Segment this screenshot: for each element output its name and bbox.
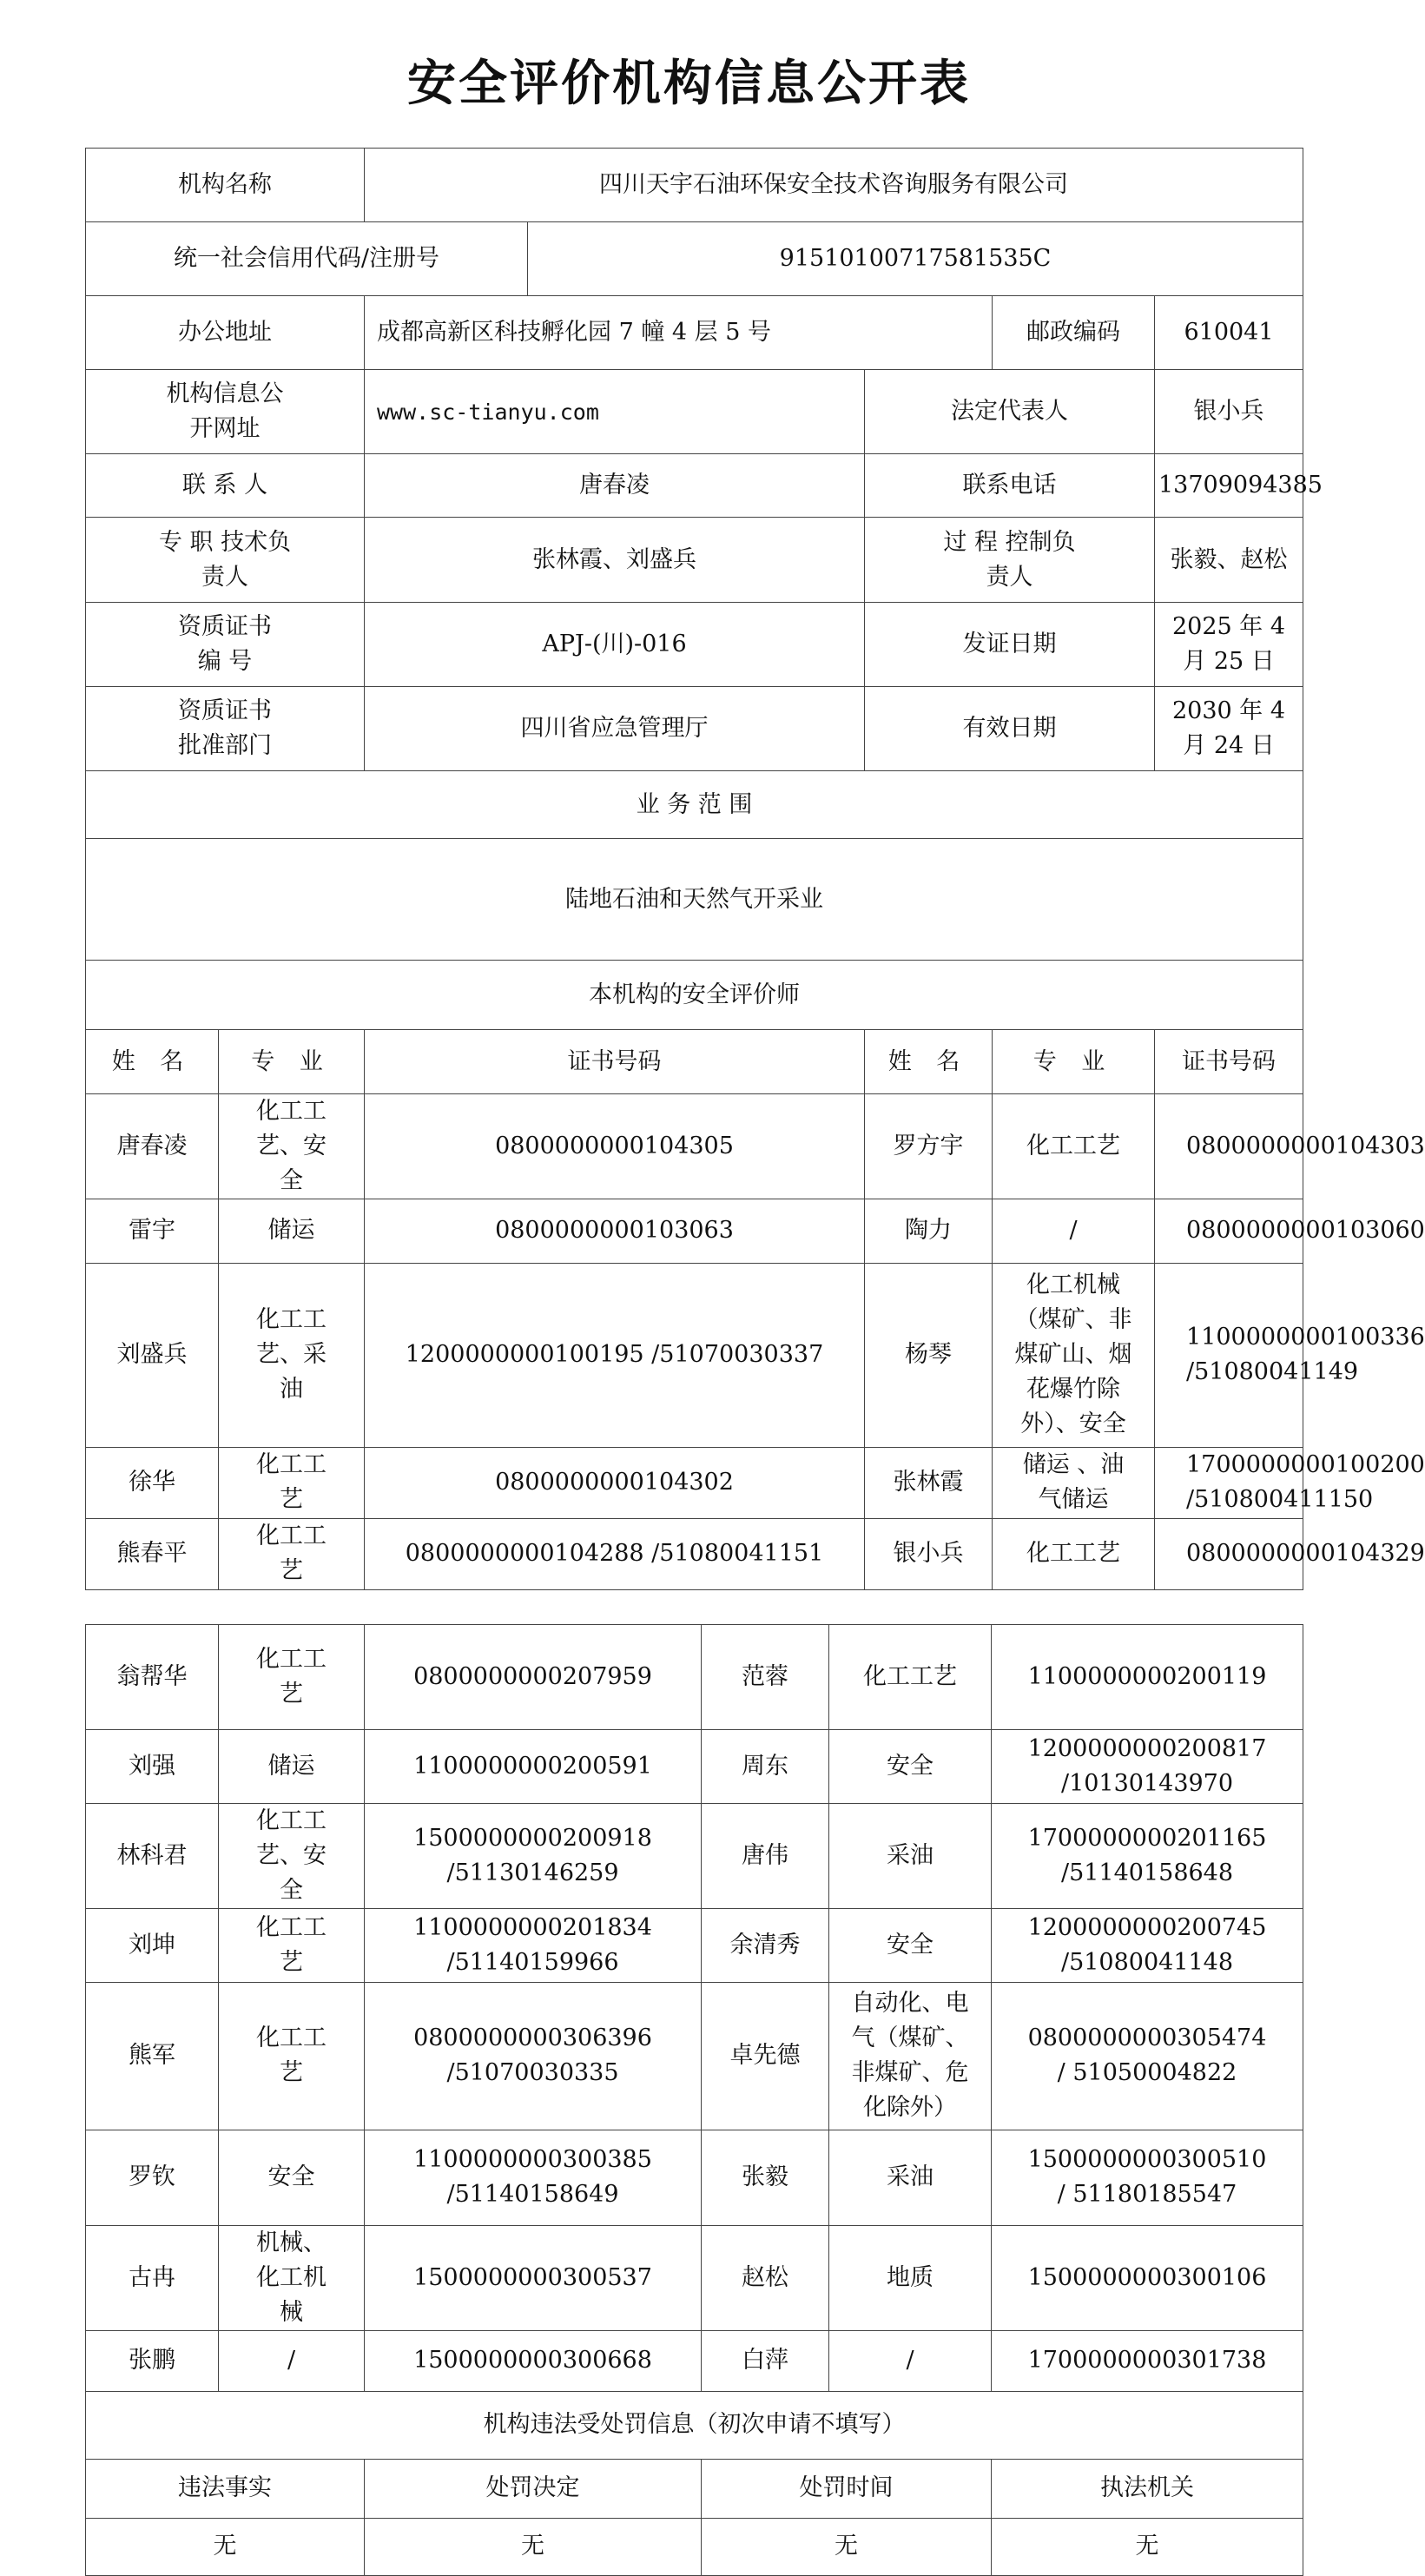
assessor-cert: 0800000000103063 [365, 1199, 865, 1263]
assessor-major: 采油 [829, 2130, 992, 2225]
assessor-name: 银小兵 [865, 1518, 993, 1589]
assessor-cert: 1100000000100336 /51080041149 [1155, 1263, 1303, 1447]
assessor-cert: 1500000000300668 [365, 2330, 702, 2391]
assessor-major: 安全 [829, 1908, 992, 1982]
assessor-name: 刘坤 [86, 1908, 219, 1982]
col-header-name: 姓 名 [86, 1030, 219, 1094]
assessor-major: 化工工艺 [993, 1518, 1155, 1589]
penalty-decision-value: 无 [365, 2518, 702, 2575]
assessor-major: 储运 [219, 1199, 365, 1263]
penalty-facts-value: 无 [86, 2518, 365, 2575]
assessor-name: 卓先德 [702, 1982, 829, 2130]
assessor-cert: 1500000000300537 [365, 2225, 702, 2330]
assessor-name: 余清秀 [702, 1908, 829, 1982]
assessor-cert: 1200000000200745 /51080041148 [992, 1908, 1303, 1982]
assessor-row [86, 1908, 1303, 1982]
address-label: 办公地址 [86, 296, 365, 370]
scope-header: 业 务 范 围 [86, 771, 1303, 839]
phone-label: 联系电话 [865, 454, 1155, 518]
penalty-col-time: 处罚时间 [702, 2459, 992, 2518]
assessor-major: 化工工艺 [219, 1518, 365, 1589]
assessor-name: 古冉 [86, 2225, 219, 2330]
assessor-cert: 0800000000103060 [1155, 1199, 1303, 1263]
assessor-major: 采油 [829, 1804, 992, 1909]
assessor-row [86, 1625, 1303, 1730]
issue-date-label: 发证日期 [865, 603, 1155, 687]
website-value[interactable]: www.sc-tianyu.com [365, 370, 865, 454]
assessor-cert: 1100000000300385 /51140158649 [365, 2130, 702, 2225]
assessor-name: 周东 [702, 1730, 829, 1804]
process-lead-label: 过 程 控制负责人 [865, 518, 1155, 603]
assessor-cert: 1500000000200918 /51130146259 [365, 1804, 702, 1909]
assessor-name: 杨琴 [865, 1263, 993, 1447]
assessor-name: 张林霞 [865, 1447, 993, 1518]
assessor-cert: 1700000000301738 [992, 2330, 1303, 2391]
assessor-cert: 0800000000305474 / 51050004822 [992, 1982, 1303, 2130]
penalty-header: 机构违法受处罚信息（初次申请不填写） [86, 2391, 1303, 2459]
assessor-cert: 0800000000104302 [365, 1447, 865, 1518]
assessor-row [86, 2130, 1303, 2225]
info-table [85, 148, 1425, 1590]
org-name-label: 机构名称 [86, 149, 365, 222]
penalty-col-decision: 处罚决定 [365, 2459, 702, 2518]
assessor-name: 唐春凌 [86, 1094, 219, 1199]
assessor-major: 化工工艺 [219, 1908, 365, 1982]
assessor-row [86, 1199, 1303, 1263]
assessor-table-continued [85, 1624, 1303, 2576]
assessor-major: 机械、化工机械 [219, 2225, 365, 2330]
assessor-cert: 1100000000201834 /51140159966 [365, 1908, 702, 1982]
assessor-name: 张鹏 [86, 2330, 219, 2391]
assessor-major: 化工工艺 [219, 1982, 365, 2130]
assessor-cert: 1700000000201165 /51140158648 [992, 1804, 1303, 1909]
assessor-row [86, 1518, 1303, 1589]
org-name-value: 四川天宇石油环保安全技术咨询服务有限公司 [365, 149, 1303, 222]
assessor-major: / [829, 2330, 992, 2391]
assessor-cert: 1200000000200817 /10130143970 [992, 1730, 1303, 1804]
approver-label: 资质证书批准部门 [86, 687, 365, 771]
assessor-name: 罗钦 [86, 2130, 219, 2225]
assessor-cert: 1700000000100200 /510800411150 [1155, 1447, 1303, 1518]
assessor-row [86, 1094, 1303, 1199]
assessor-name: 徐华 [86, 1447, 219, 1518]
assessor-cert: 0800000000104303 [1155, 1094, 1303, 1199]
assessor-major: 化工工艺、安全 [219, 1804, 365, 1909]
assessor-major: 化工工艺、安全 [219, 1094, 365, 1199]
assessor-name: 陶力 [865, 1199, 993, 1263]
legal-rep-value: 银小兵 [1155, 370, 1303, 454]
assessor-name: 唐伟 [702, 1804, 829, 1909]
assessor-cert: 1500000000300510 / 51180185547 [992, 2130, 1303, 2225]
assessor-name: 张毅 [702, 2130, 829, 2225]
expiry-value: 2030 年 4 月 24 日 [1155, 687, 1303, 771]
postcode-value: 610041 [1155, 296, 1303, 370]
phone-value: 13709094385 [1155, 454, 1303, 518]
assessor-major: / [219, 2330, 365, 2391]
assessor-cert: 0800000000306396 /51070030335 [365, 1982, 702, 2130]
assessor-name: 林科君 [86, 1804, 219, 1909]
assessor-cert: 1100000000200119 [992, 1625, 1303, 1730]
assessor-major: 化工工艺 [219, 1625, 365, 1730]
assessor-major: 化工工艺 [993, 1094, 1155, 1199]
website-label: 机构信息公开网址 [86, 370, 365, 454]
assessor-name: 熊春平 [86, 1518, 219, 1589]
assessor-row [86, 1730, 1303, 1804]
issue-date-value: 2025 年 4 月 25 日 [1155, 603, 1303, 687]
cert-no-label: 资质证书 编 号 [86, 603, 365, 687]
assessor-cert: 0800000000104305 [365, 1094, 865, 1199]
assessor-major: 化工工艺 [219, 1447, 365, 1518]
contact-value: 唐春凌 [365, 454, 865, 518]
assessor-name: 赵松 [702, 2225, 829, 2330]
assessor-row [86, 1982, 1303, 2130]
assessor-major: 自动化、电气（煤矿、非煤矿、危化除外） [829, 1982, 992, 2130]
assessor-name: 罗方宇 [865, 1094, 993, 1199]
penalty-authority-value: 无 [992, 2518, 1303, 2575]
assessor-major: / [993, 1199, 1155, 1263]
assessor-cert: 0800000000207959 [365, 1625, 702, 1730]
tech-lead-label: 专 职 技术负责人 [86, 518, 365, 603]
tech-lead-value: 张林霞、刘盛兵 [365, 518, 865, 603]
col-header-name: 姓 名 [865, 1030, 993, 1094]
assessor-cert: 0800000000104329 [1155, 1518, 1303, 1589]
assessor-name: 熊军 [86, 1982, 219, 2130]
assessor-cert: 1200000000100195 /51070030337 [365, 1263, 865, 1447]
expiry-label: 有效日期 [865, 687, 1155, 771]
address-value: 成都高新区科技孵化园 7 幢 4 层 5 号 [365, 296, 993, 370]
assessor-name: 刘盛兵 [86, 1263, 219, 1447]
penalty-time-value: 无 [702, 2518, 992, 2575]
assessor-row [86, 2225, 1303, 2330]
penalty-col-authority: 执法机关 [992, 2459, 1303, 2518]
assessors-header: 本机构的安全评价师 [86, 961, 1303, 1030]
process-lead-value: 张毅、赵松 [1155, 518, 1303, 603]
cert-no-value: APJ-(川)-016 [365, 603, 865, 687]
assessor-major: 安全 [219, 2130, 365, 2225]
assessor-name: 白萍 [702, 2330, 829, 2391]
assessor-major: 化工工艺 [829, 1625, 992, 1730]
col-header-major: 专 业 [993, 1030, 1155, 1094]
assessor-major: 化工机械（煤矿、非煤矿山、烟花爆竹除外）、安全 [993, 1263, 1155, 1447]
assessor-major: 化工工艺、采油 [219, 1263, 365, 1447]
col-header-cert: 证书号码 [1155, 1030, 1303, 1094]
assessor-major: 安全 [829, 1730, 992, 1804]
assessor-name: 刘强 [86, 1730, 219, 1804]
page-title: 安全评价机构信息公开表 [407, 56, 971, 112]
assessor-major: 地质 [829, 2225, 992, 2330]
assessor-cert: 1100000000200591 [365, 1730, 702, 1804]
assessor-cert: 0800000000104288 /51080041151 [365, 1518, 865, 1589]
assessor-major: 储运 [219, 1730, 365, 1804]
credit-code-label: 统一社会信用代码/注册号 [86, 222, 528, 296]
assessor-row [86, 1804, 1303, 1909]
contact-label: 联 系 人 [86, 454, 365, 518]
assessor-name: 范蓉 [702, 1625, 829, 1730]
assessor-name: 雷宇 [86, 1199, 219, 1263]
approver-value: 四川省应急管理厅 [365, 687, 865, 771]
postcode-label: 邮政编码 [993, 296, 1155, 370]
assessor-cert: 1500000000300106 [992, 2225, 1303, 2330]
assessor-major: 储运 、油气储运 [993, 1447, 1155, 1518]
assessor-row [86, 1447, 1303, 1518]
penalty-col-facts: 违法事实 [86, 2459, 365, 2518]
assessor-row [86, 2330, 1303, 2391]
legal-rep-label: 法定代表人 [865, 370, 1155, 454]
assessor-row [86, 1263, 1303, 1447]
assessor-name: 翁帮华 [86, 1625, 219, 1730]
credit-code-value: 91510100717581535C [528, 222, 1303, 296]
col-header-major: 专 业 [219, 1030, 365, 1094]
col-header-cert: 证书号码 [365, 1030, 865, 1094]
scope-value: 陆地石油和天然气开采业 [86, 839, 1303, 961]
